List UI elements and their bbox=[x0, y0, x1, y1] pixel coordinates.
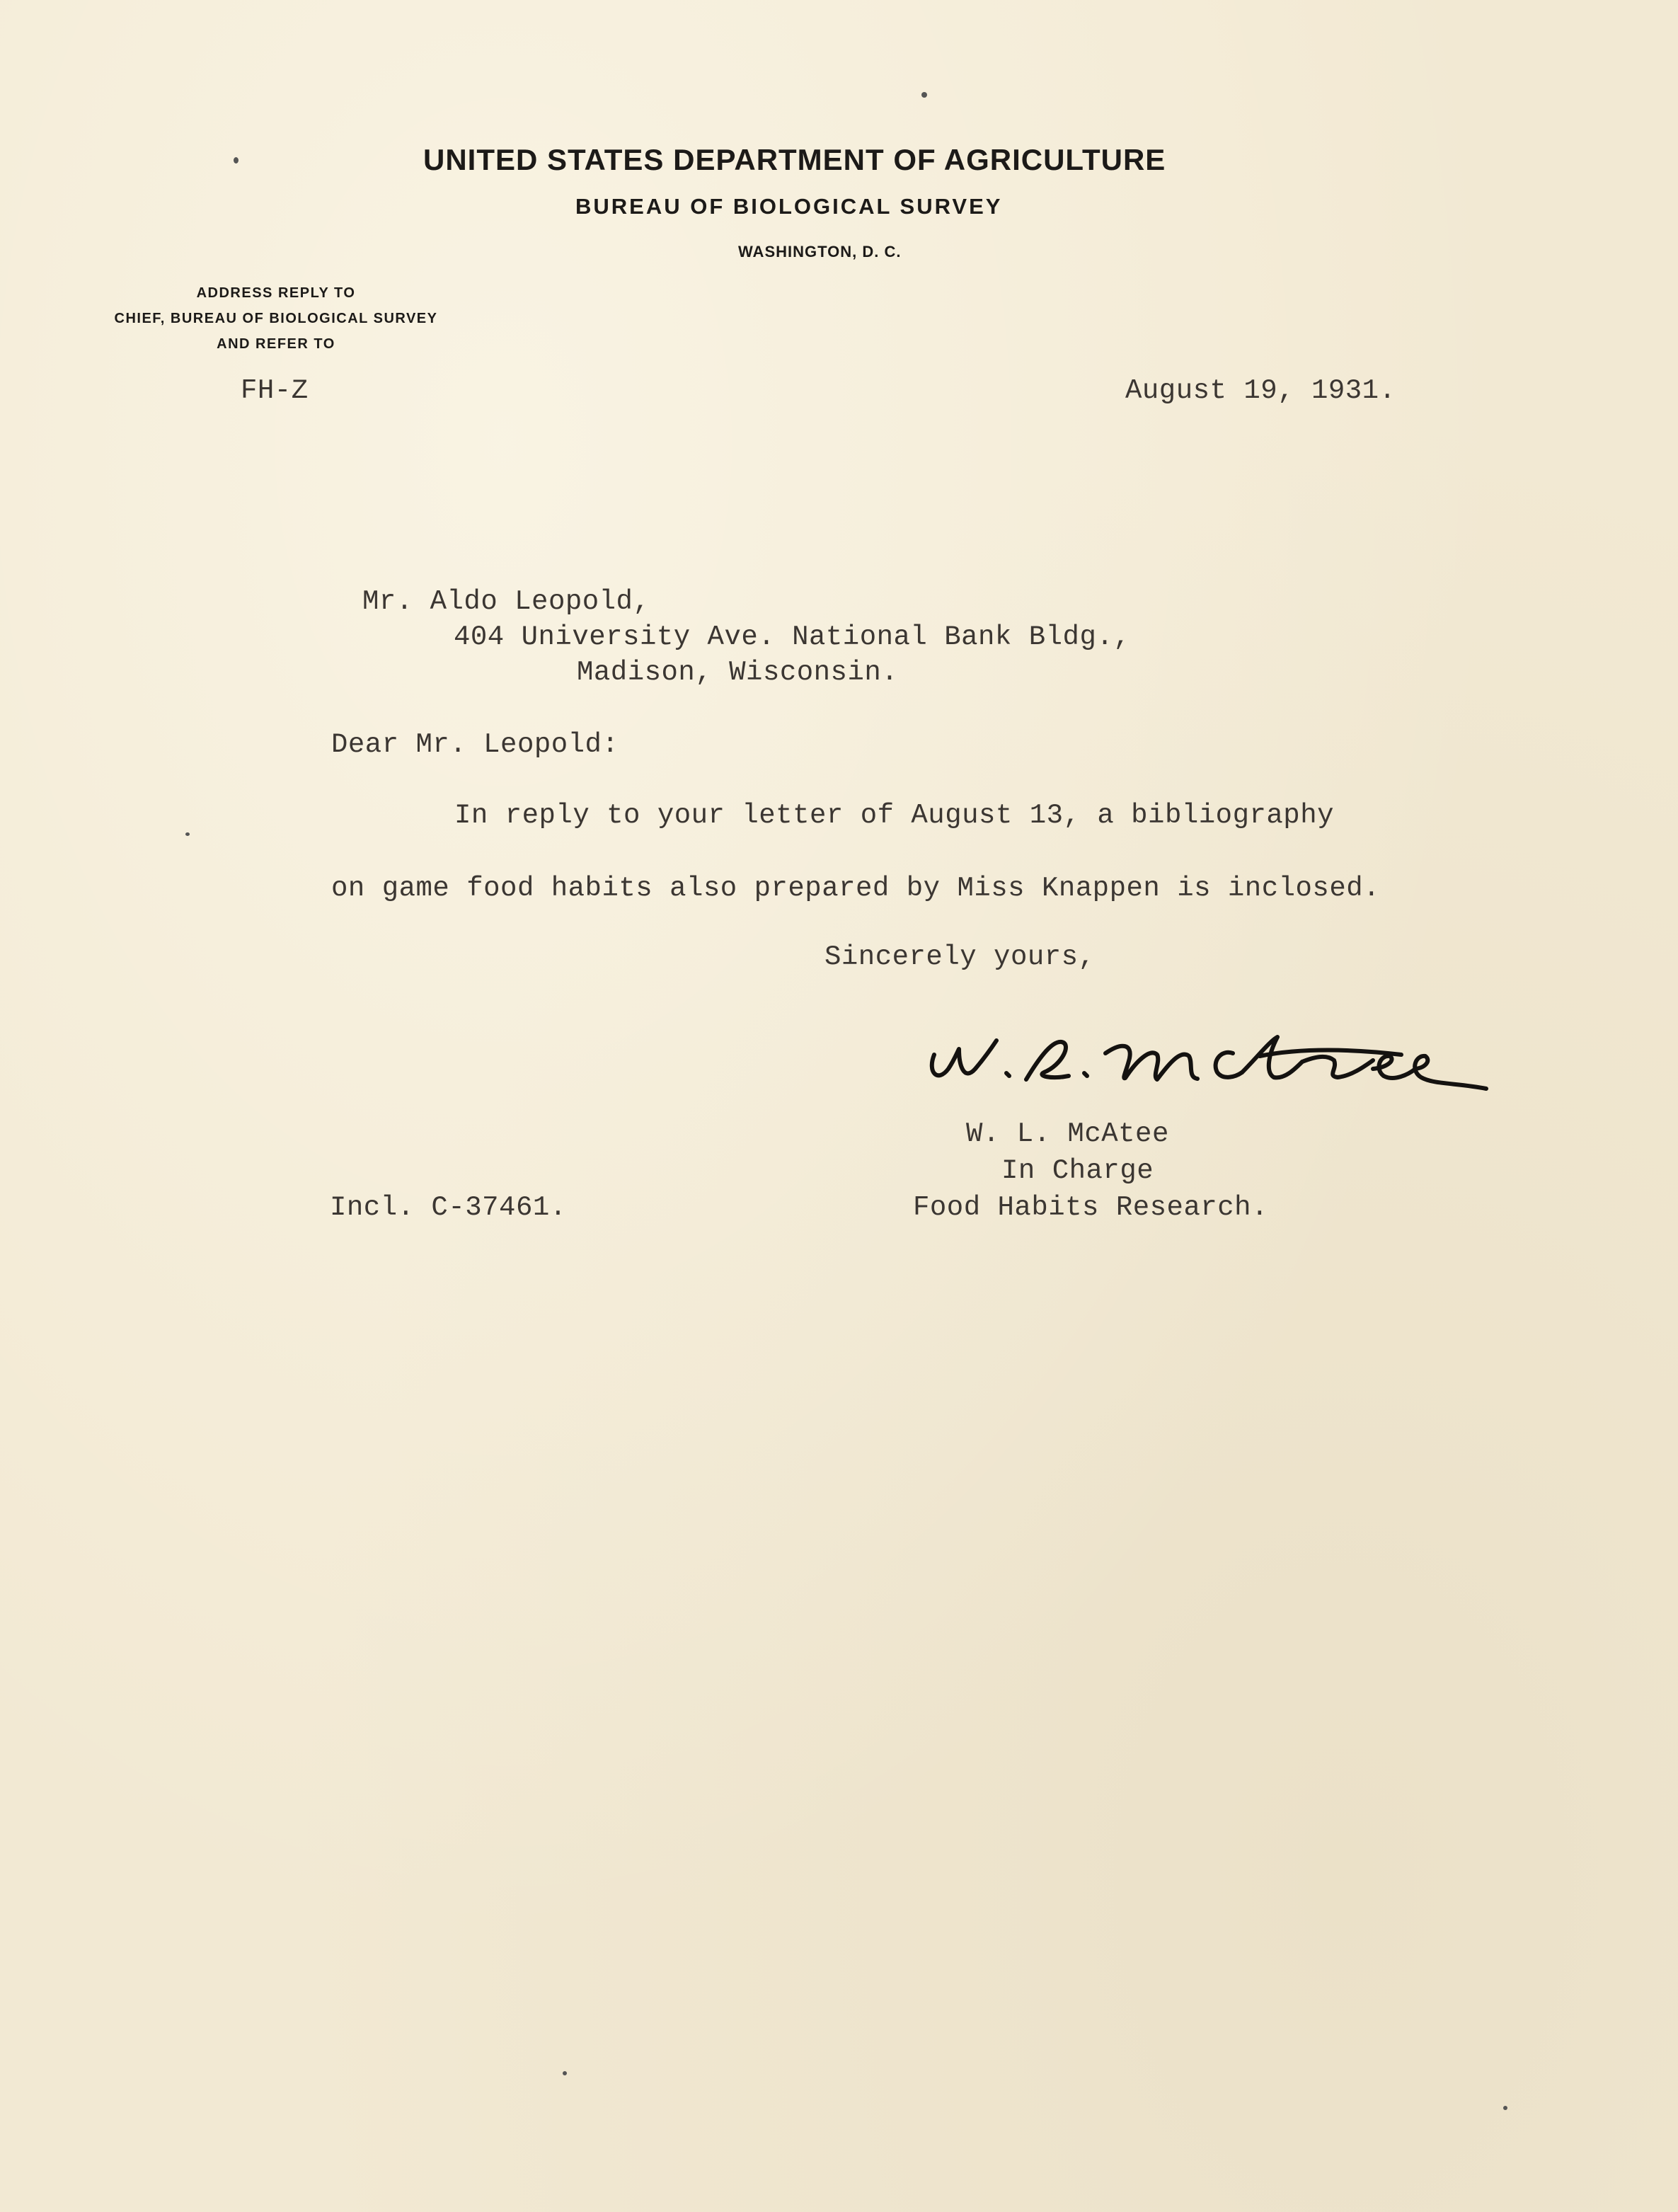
reply-instructions-line: ADDRESS REPLY TO bbox=[196, 285, 356, 301]
reply-instructions-line: CHIEF, BUREAU OF BIOLOGICAL SURVEY bbox=[114, 311, 438, 326]
signer-unit: Food Habits Research. bbox=[913, 1192, 1268, 1223]
recipient-name: Mr. Aldo Leopold, bbox=[362, 586, 650, 617]
letterhead-city: WASHINGTON, D. C. bbox=[738, 243, 902, 260]
closing: Sincerely yours, bbox=[824, 941, 1096, 973]
paper-speck bbox=[1503, 2106, 1507, 2110]
reply-instructions-line: AND REFER TO bbox=[217, 336, 335, 352]
signer-title: In Charge bbox=[1001, 1155, 1154, 1186]
handwritten-signature bbox=[920, 1005, 1529, 1111]
reference-code: FH-Z bbox=[241, 375, 309, 406]
paper-speck bbox=[563, 2071, 567, 2075]
reply-instructions bbox=[78, 280, 474, 357]
letterhead-bureau: BUREAU OF BIOLOGICAL SURVEY bbox=[575, 194, 1003, 219]
signer-name: W. L. McAtee bbox=[966, 1118, 1169, 1150]
body-line: In reply to your letter of August 13, a bibliography bbox=[454, 800, 1334, 831]
body-line: on game food habits also prepared by Miss Knappen is inclosed. bbox=[331, 873, 1381, 904]
recipient-street: 404 University Ave. National Bank Bldg., bbox=[454, 621, 1131, 653]
recipient-city: Madison, Wisconsin. bbox=[577, 657, 899, 688]
enclosure-note: Incl. C-37461. bbox=[330, 1192, 567, 1223]
letterhead-department: UNITED STATES DEPARTMENT OF AGRICULTURE bbox=[423, 143, 1166, 176]
paper-speck bbox=[234, 157, 239, 164]
paper-speck bbox=[185, 832, 190, 836]
letter-date: August 19, 1931. bbox=[1125, 375, 1396, 406]
paper-speck bbox=[921, 92, 927, 98]
salutation: Dear Mr. Leopold: bbox=[331, 729, 619, 760]
